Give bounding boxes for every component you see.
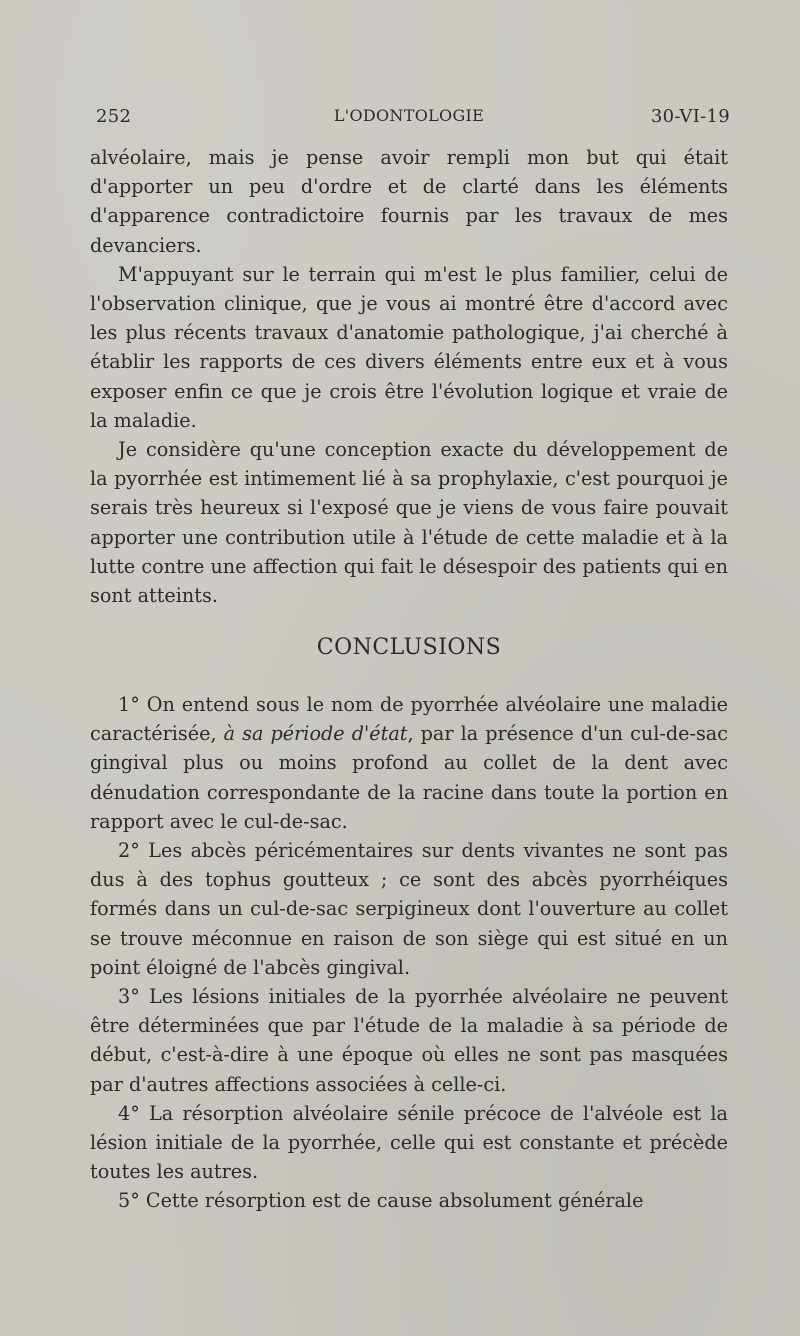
conclusion-1-lead: 1° On entend sous le nom de pyorrhée alvéolaire une maladie caractérisée, <box>90 693 728 746</box>
running-header <box>88 106 730 136</box>
paragraph-observation: M'appuyant sur le terrain qui m'est le plus familier, celui de l'observation clinique, que je vous ai montré être d'accord avec les plus récents travaux d'anatomie pathologique, j'ai cherché à établir les rapports de ces divers éléments entre eux et à vous exposer enfin ce que je crois être l'évolution logique et vraie de la maladie. <box>90 262 728 432</box>
conclusion-1-rest: , par la présence d'un cul-de-sac gingival plus ou moins profond au collet de la dent avec dénudation correspondante de la racine dans toute la portion en rapport avec le cul-de-sac. <box>90 722 728 833</box>
conclusion-item-3: 3° Les lésions initiales de la pyorrhée alvéolaire ne peuvent être déterminées que par l'étude de la maladie à sa période de début, c'est-à-dire à une époque où elles ne sont pas masquées par d'autres affections associées à celle-ci. <box>90 985 728 1096</box>
paragraph-continuation: alvéolaire, mais je pense avoir rempli mon but qui était d'apporter un peu d'ordre et de clarté dans les éléments d'apparence contradictoire fournis par les travaux de mes devanciers. <box>90 146 728 257</box>
conclusions-list <box>90 690 728 1216</box>
conclusion-item-4: 4° La résorption alvéolaire sénile précoce de l'alvéole est la lésion initiale de la pyorrhée, celle qui est constante et précède toutes les autres. <box>90 1101 728 1184</box>
conclusion-item-2: 2° Les abcès péricémentaires sur dents vivantes ne sont pas dus à des tophus goutteux ; ce sont des abcès pyorrhéiques formés dans un cul-de-sac serpigineux dont l'ouverture au collet se trouve méconnue en raison de son siège qui est situé en un point éloigné de l'abcès gingival. <box>90 839 728 979</box>
issue-date: 30-VI-19 <box>650 106 730 127</box>
journal-title: L'ODONTOLOGIE <box>333 106 485 125</box>
conclusion-item-1 <box>90 690 728 836</box>
conclusion-1-emphasis: à sa période d'état <box>223 722 408 746</box>
section-title: CONCLUSIONS <box>316 635 502 660</box>
conclusion-item-5: 5° Cette résorption est de cause absolument générale <box>118 1189 644 1213</box>
body-text-intro <box>90 143 728 610</box>
page-number: 252 <box>96 106 132 127</box>
paragraph-prophylaxis: Je considère qu'une conception exacte du développement de la pyorrhée est intimement lié à sa prophylaxie, c'est pourquoi je serais très heureux si l'exposé que je viens de vous faire pouvait apporter une contribution utile à l'étude de cette maladie et à la lutte contre une affection qui fait le désespoir des patients qui en sont atteints. <box>90 438 728 608</box>
